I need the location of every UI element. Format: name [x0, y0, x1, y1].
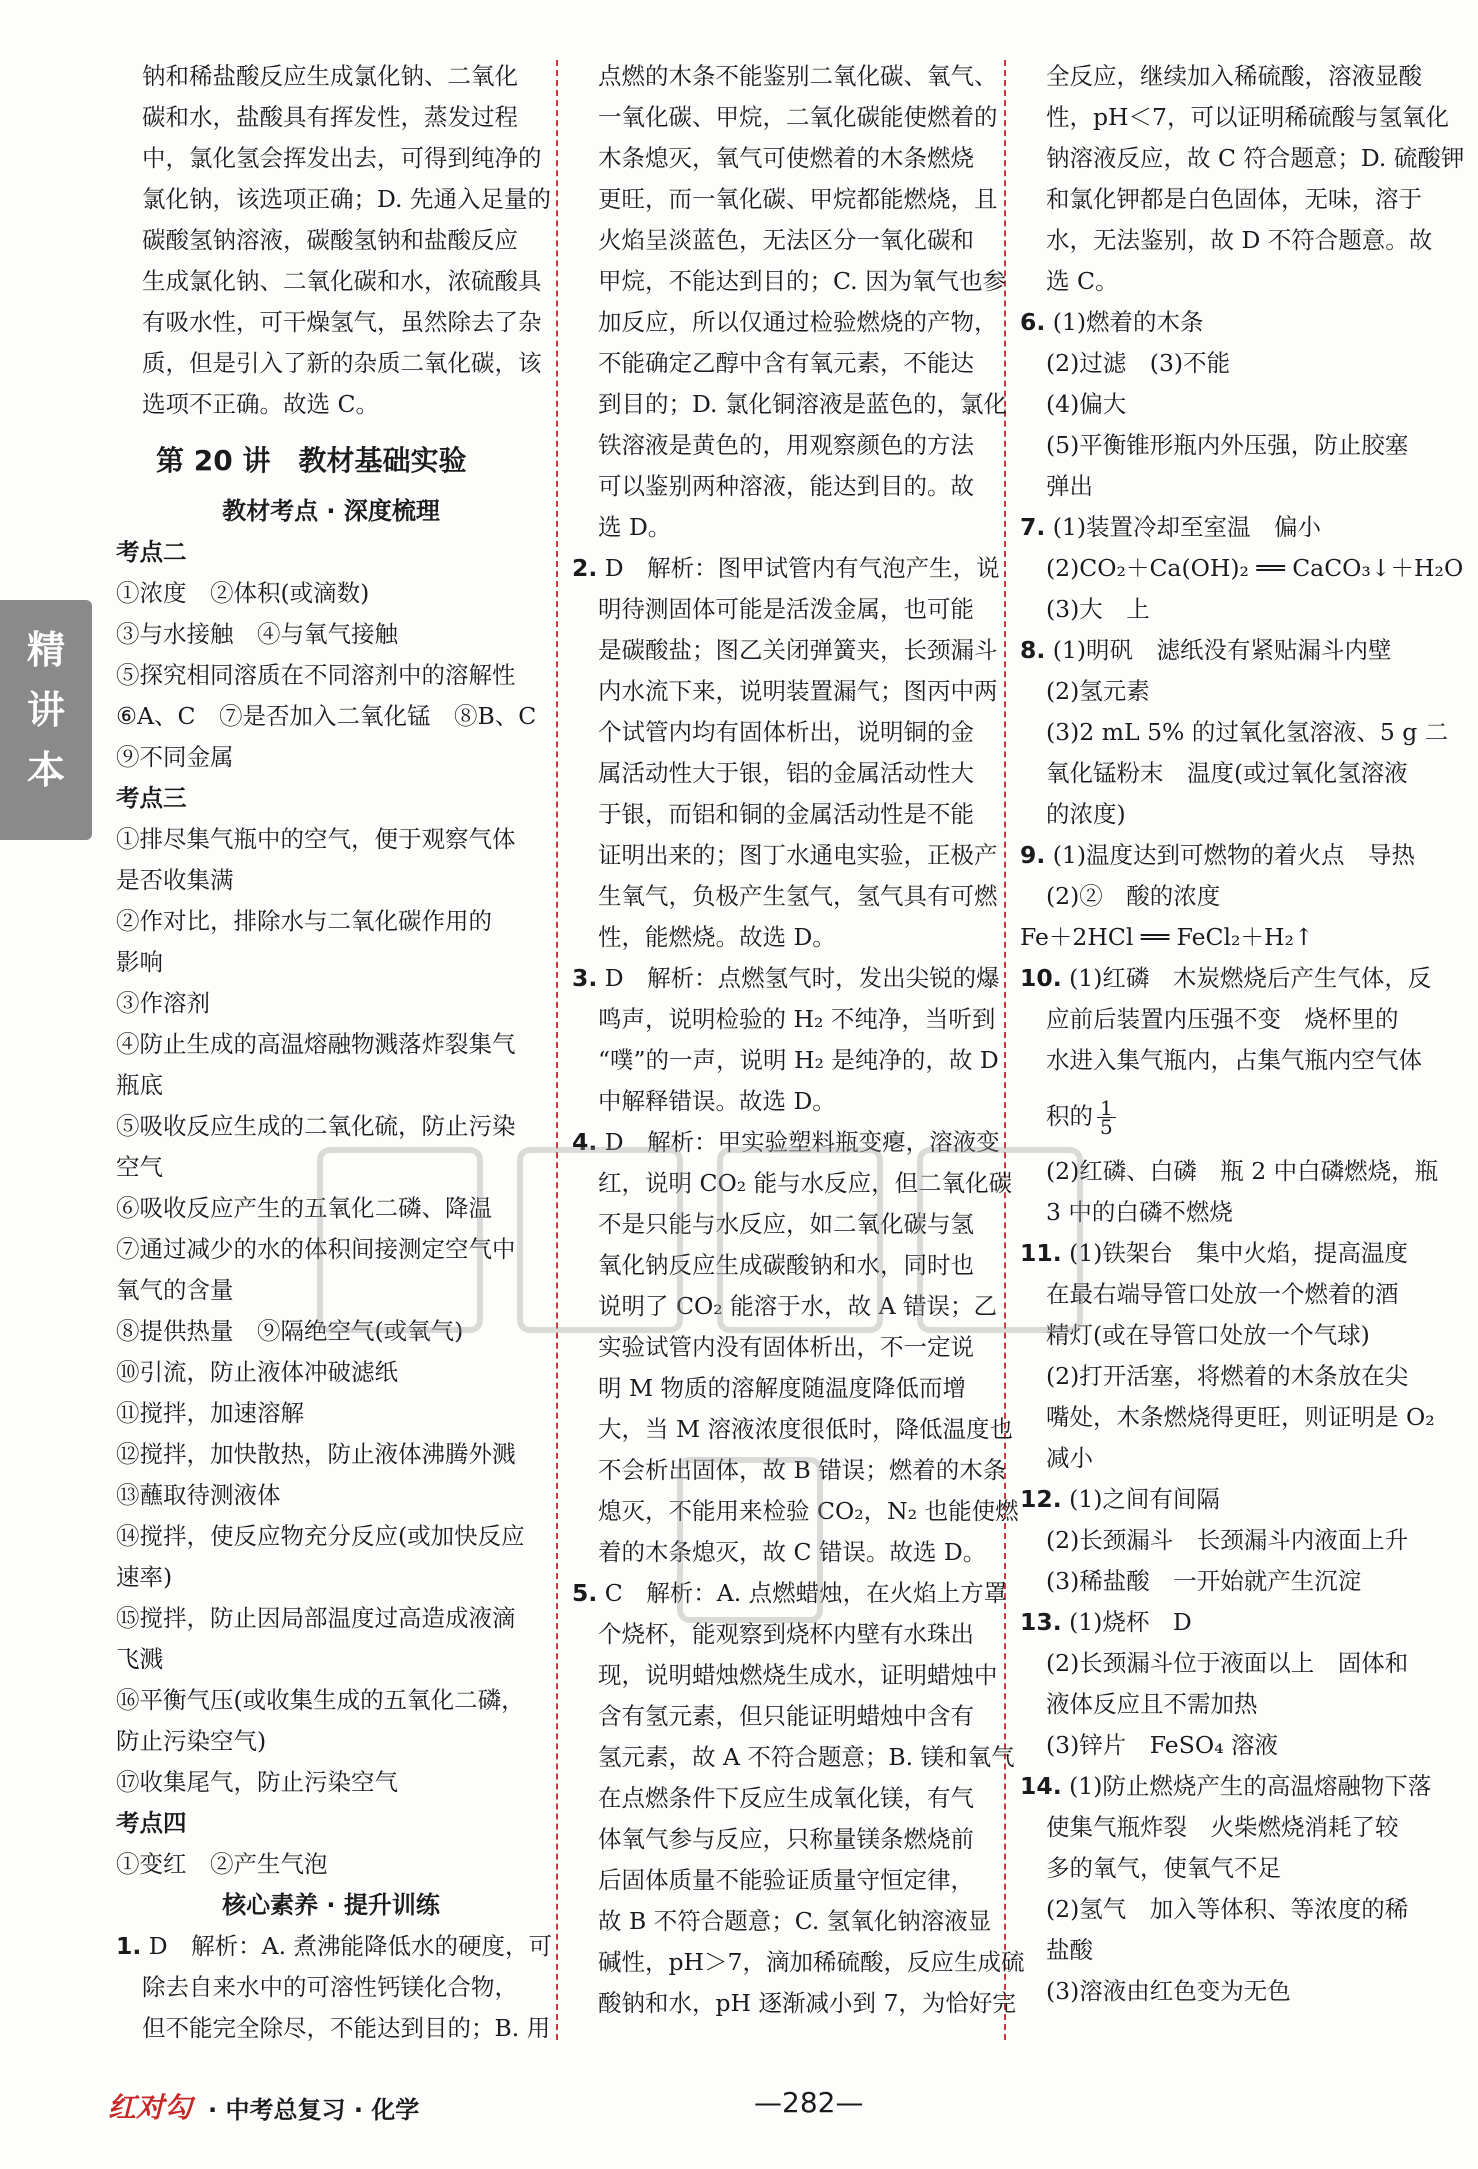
- fraction-prefix: 积的: [1046, 1102, 1093, 1130]
- fraction-numerator: 1: [1097, 1099, 1116, 1118]
- text-line: 水，无法鉴别，故 D 不符合题意。故: [1046, 226, 1433, 254]
- side-tab: [0, 600, 92, 840]
- question-line: [572, 548, 1012, 589]
- text-line: (2)长颈漏斗位于液面以上 固体和: [1046, 1649, 1409, 1677]
- text-line: ⑪搅拌，加速溶解: [116, 1399, 304, 1427]
- text-line: ⑥A、C ⑦是否加入二氧化锰 ⑧B、C: [116, 702, 537, 730]
- text-line: 不是只能与水反应，如二氧化碳与氢: [598, 1210, 974, 1238]
- text-block: [1020, 56, 1465, 302]
- side-tab-char: 精: [26, 628, 65, 672]
- text-line: (3)稀盐酸 一开始就产生沉淀: [1046, 1567, 1362, 1595]
- text-line: ⑯平衡气压(或收集生成的五氧化二磷，: [116, 1686, 525, 1714]
- text-line: ⑬蘸取待测液体: [116, 1481, 281, 1509]
- text-line: 钠溶液反应，故 C 符合题意；D. 硫酸钾: [1046, 144, 1465, 172]
- lecture-title: 第 20 讲 教材基础实验: [156, 444, 467, 477]
- text-line: 后固体质量不能验证质量守恒定律，: [598, 1866, 974, 1894]
- text-line: 木条熄灭，氧气可使燃着的木条燃烧: [598, 144, 974, 172]
- question-text: (1)烧杯 D: [1061, 1608, 1192, 1636]
- section-title: 核心素养 · 提升训练: [222, 1891, 440, 1919]
- text-line: 点燃的木条不能鉴别二氧化碳、氧气、: [598, 62, 998, 90]
- text-line: 是否收集满: [116, 866, 234, 894]
- question-text: D 解析：点燃氢气时，发出尖锐的爆: [597, 964, 1000, 992]
- text-block: [572, 1614, 1025, 2024]
- text-line: 中解释错误。故选 D。: [598, 1087, 836, 1115]
- question-number: 4.: [572, 1128, 598, 1156]
- text-line: 盐酸: [1046, 1936, 1093, 1964]
- text-line: (2)氢气 加入等体积、等浓度的稀: [1046, 1895, 1409, 1923]
- text-line: ①浓度 ②体积(或滴数): [116, 579, 370, 607]
- text-line: 空气: [116, 1153, 163, 1181]
- text-line: 应前后装置内压强不变 烧杯里的: [1046, 1005, 1399, 1033]
- text-line: 于银，而铝和铜的金属活动性是不能: [598, 800, 974, 828]
- text-line: 是碳酸盐；图乙关闭弹簧夹，长颈漏斗: [598, 636, 998, 664]
- text-block: [572, 56, 1012, 548]
- text-line: ①变红 ②产生气泡: [116, 1850, 328, 1878]
- question-text: (1)装置冷却至室温 偏小: [1045, 513, 1322, 541]
- text-line: 影响: [116, 948, 163, 976]
- question-line: [572, 958, 1012, 999]
- text-block: [1020, 1807, 1460, 2012]
- footer-title: · 中考总复习 · 化学: [208, 2096, 420, 2124]
- text-line: 飞溅: [116, 1645, 163, 1673]
- equation-line: Fe＋2HCl ══ FeCl₂＋H₂↑: [1020, 923, 1314, 951]
- text-block: [116, 819, 546, 1803]
- text-line: 熄灭，不能用来检验 CO₂，N₂ 也能使燃: [598, 1497, 1019, 1525]
- text-line: 的浓度): [1046, 800, 1126, 828]
- text-line: ⑤探究相同溶质在不同溶剂中的溶解性: [116, 661, 516, 689]
- text-line: ④防止生成的高温熔融物溅落炸裂集气: [116, 1030, 516, 1058]
- question-text: (1)明矾 滤纸没有紧贴漏斗内壁: [1045, 636, 1392, 664]
- text-line: 精灯(或在导管口处放一个气球): [1046, 1321, 1370, 1349]
- side-tab-char: 讲: [26, 688, 65, 732]
- question-number: 5.: [572, 1579, 598, 1607]
- text-line: 属活动性大于银，铝的金属活动性大: [598, 759, 974, 787]
- text-line: ③与水接触 ④与氧气接触: [116, 620, 398, 648]
- text-line: 多的氧气，使氧气不足: [1046, 1854, 1281, 1882]
- text-line: 明 M 物质的溶解度随温度降低而增: [598, 1374, 967, 1402]
- text-line: 有吸水性，可干燥氢气，虽然除去了杂: [142, 308, 542, 336]
- text-line: ⑮搅拌，防止因局部温度过高造成液滴: [116, 1604, 516, 1632]
- text-line: 防止污染空气): [116, 1727, 267, 1755]
- text-line: 火焰呈淡蓝色，无法区分一氧化碳和: [598, 226, 974, 254]
- text-line: ⑧提供热量 ⑨隔绝空气(或氧气): [116, 1317, 464, 1345]
- text-line: 瓶底: [116, 1071, 163, 1099]
- text-line: 性，能燃烧。故选 D。: [598, 923, 836, 951]
- question-line: [1020, 1766, 1460, 1807]
- question-text: (1)之间有间隔: [1061, 1485, 1220, 1513]
- question-number: 7.: [1020, 513, 1046, 541]
- column-2: [572, 56, 1025, 2024]
- text-line: 鸣声，说明检验的 H₂ 不纯净，当听到: [598, 1005, 996, 1033]
- text-line: 在点燃条件下反应生成氧化镁，有气: [598, 1784, 974, 1812]
- fraction-denominator: 5: [1100, 1115, 1113, 1139]
- question-line: [572, 1573, 1012, 1614]
- text-line: (3)溶液由红色变为无色: [1046, 1977, 1291, 2005]
- text-line: 嘴处，木条燃烧得更旺，则证明是 O₂: [1046, 1403, 1435, 1431]
- question-number: 11.: [1020, 1239, 1062, 1267]
- text-line: 选 D。: [598, 513, 672, 541]
- question-line: [572, 1122, 1012, 1163]
- question-number: 9.: [1020, 841, 1046, 869]
- text-line: 3 中的白磷不燃烧: [1046, 1198, 1233, 1226]
- text-line: 故 B 不符合题意；C. 氢氧化钠溶液显: [598, 1907, 992, 1935]
- question-text: C 解析：A. 点燃蜡烛，在火焰上方罩: [597, 1579, 1008, 1607]
- question-text: (1)铁架台 集中火焰，提高温度: [1061, 1239, 1408, 1267]
- text-line: ⑩引流，防止液体冲破滤纸: [116, 1358, 398, 1386]
- question-text: D 解析：A. 煮沸能降低水的硬度，可: [141, 1932, 553, 1960]
- text-block: [1020, 1643, 1460, 1766]
- text-line: 现，说明蜡烛燃烧生成水，证明蜡烛中: [598, 1661, 998, 1689]
- text-line: 明待测固体可能是活泼金属，也可能: [598, 595, 974, 623]
- brand-logo: 红对勾: [108, 2091, 193, 2124]
- text-line: (2)CO₂＋Ca(OH)₂ ══ CaCO₃↓＋H₂O: [1046, 554, 1464, 582]
- text-line: 可以鉴别两种溶液，能达到目的。故: [598, 472, 974, 500]
- text-line: ⑰收集尾气，防止污染空气: [116, 1768, 398, 1796]
- text-block: [1020, 671, 1460, 835]
- question-number: 3.: [572, 964, 598, 992]
- question-line: [1020, 1233, 1460, 1274]
- text-line: ⑥吸收反应产生的五氧化二磷、降温: [116, 1194, 492, 1222]
- question-line: [1020, 630, 1460, 671]
- text-line: ⑭搅拌，使反应物充分反应(或加快反应: [116, 1522, 525, 1550]
- text-line: 使集气瓶炸裂 火柴燃烧消耗了较: [1046, 1813, 1399, 1841]
- text-line: 但不能完全除尽，不能达到目的；B. 用: [142, 2014, 551, 2042]
- text-line: 个试管内均有固体析出，说明铜的金: [598, 718, 974, 746]
- question-number: 2.: [572, 554, 598, 582]
- text-line: 弹出: [1046, 472, 1093, 500]
- text-line: 液体反应且不需加热: [1046, 1690, 1258, 1718]
- text-line: “噗”的一声，说明 H₂ 是纯净的，故 D: [598, 1046, 999, 1074]
- text-line: 氢元素，故 A 不符合题意；B. 镁和氧气: [598, 1743, 1015, 1771]
- question-number: 12.: [1020, 1485, 1062, 1513]
- text-line: (3)大 上: [1046, 595, 1150, 623]
- text-line: 碳和水，盐酸具有挥发性，蒸发过程: [142, 103, 518, 131]
- kaodian-label: 考点四: [116, 1809, 187, 1837]
- text-line: 钠和稀盐酸反应生成氯化钠、二氧化: [142, 62, 518, 90]
- page-footer: [108, 2082, 1418, 2132]
- text-line: 选项不正确。故选 C。: [142, 390, 379, 418]
- column-divider: [556, 60, 558, 2040]
- question-number: 6.: [1020, 308, 1046, 336]
- text-block: [1020, 1151, 1460, 1233]
- question-number: 10.: [1020, 964, 1062, 992]
- text-line: ⑦通过减少的水的体积间接测定空气中: [116, 1235, 516, 1263]
- text-line: 内水流下来，说明装置漏气；图丙中两: [598, 677, 998, 705]
- question-number: 8.: [1020, 636, 1046, 664]
- text-line: 含有氢元素，但只能证明蜡烛中含有: [598, 1702, 974, 1730]
- text-line: 减小: [1046, 1444, 1093, 1472]
- question-text: (1)燃着的木条: [1045, 308, 1204, 336]
- question-line: [1020, 302, 1460, 343]
- text-line: ⑫搅拌，加快散热，防止液体沸腾外溅: [116, 1440, 516, 1468]
- text-line: (2)过滤 (3)不能: [1046, 349, 1231, 377]
- text-line: 体氧气参与反应，只称量镁条燃烧前: [598, 1825, 974, 1853]
- column-3: [1020, 56, 1465, 2012]
- fraction: [1097, 1096, 1116, 1139]
- text-line: 碱性，pH＞7，滴加稀硫酸，反应生成硫: [598, 1948, 1025, 1976]
- question-text: (1)红磷 木炭燃烧后产生气体，反: [1061, 964, 1432, 992]
- text-line: 大，当 M 溶液浓度很低时，降低温度也: [598, 1415, 1014, 1443]
- question-text: (1)温度达到可燃物的着火点 导热: [1045, 841, 1416, 869]
- text-line: 选 C。: [1046, 267, 1119, 295]
- text-line: (3)锌片 FeSO₄ 溶液: [1046, 1731, 1278, 1759]
- text-line: 红，说明 CO₂ 能与水反应，但二氧化碳: [598, 1169, 1013, 1197]
- text-line: 氯化钠，该选项正确；D. 先通入足量的: [142, 185, 551, 213]
- text-line: ⑨不同金属: [116, 743, 234, 771]
- text-block: [1020, 876, 1460, 917]
- text-line: 加反应，所以仅通过检验燃烧的产物，: [598, 308, 998, 336]
- text-line: 不能确定乙醇中含有氧元素，不能达: [598, 349, 974, 377]
- text-block: [572, 999, 1012, 1122]
- text-line: 到目的；D. 氯化铜溶液是蓝色的，氯化: [598, 390, 1007, 418]
- text-line: (5)平衡锥形瓶内外压强，防止胶塞: [1046, 431, 1409, 459]
- text-line: (2)打开活塞，将燃着的木条放在尖: [1046, 1362, 1409, 1390]
- text-block: [1020, 999, 1460, 1081]
- text-line: (2)氢元素: [1046, 677, 1150, 705]
- side-tab-char: 本: [26, 748, 65, 792]
- question-line: [1020, 835, 1460, 876]
- question-line: [1020, 958, 1460, 999]
- text-block: [116, 1967, 551, 2049]
- question-text: D 解析：图甲试管内有气泡产生，说: [597, 554, 1000, 582]
- text-block: [1020, 1520, 1460, 1602]
- text-block: [1020, 548, 1464, 630]
- question-number: 13.: [1020, 1608, 1062, 1636]
- text-line: 氧化钠反应生成碳酸钠和水，同时也: [598, 1251, 974, 1279]
- column-1: [116, 56, 553, 2049]
- question-line: [116, 1926, 553, 1967]
- text-line: 不会析出固体，故 B 错误；燃着的木条: [598, 1456, 1007, 1484]
- text-line: (4)偏大: [1046, 390, 1127, 418]
- text-line: 铁溶液是黄色的，用观察颜色的方法: [598, 431, 974, 459]
- text-line: 生成氯化钠、二氧化碳和水，浓硫酸具: [142, 267, 542, 295]
- text-line: 氧化锰粉末 温度(或过氧化氢溶液: [1046, 759, 1408, 787]
- question-number: 14.: [1020, 1772, 1062, 1800]
- question-number: 1.: [116, 1932, 142, 1960]
- text-line: 性，pH＜7，可以证明稀硫酸与氢氧化: [1046, 103, 1449, 131]
- text-line: 着的木条熄灭，故 C 错误。故选 D。: [598, 1538, 987, 1566]
- text-line: 速率): [116, 1563, 173, 1591]
- text-line: 水进入集气瓶内，占集气瓶内空气体: [1046, 1046, 1422, 1074]
- text-line: 实验试管内没有固体析出，不一定说: [598, 1333, 974, 1361]
- text-line: (2)② 酸的浓度: [1046, 882, 1221, 910]
- text-line: 和氯化钾都是白色固体，无味，溶于: [1046, 185, 1422, 213]
- question-line: [1020, 507, 1460, 548]
- text-line: ②作对比，排除水与二氧化碳作用的: [116, 907, 492, 935]
- text-line: (2)长颈漏斗 长颈漏斗内液面上升: [1046, 1526, 1409, 1554]
- kaodian-label: 考点三: [116, 784, 187, 812]
- text-line: 中，氯化氢会挥发出去，可得到纯净的: [142, 144, 542, 172]
- text-line: 甲烷，不能达到目的；C. 因为氧气也参: [598, 267, 1007, 295]
- text-line: 酸钠和水，pH 逐渐减小到 7，为恰好完: [598, 1989, 1016, 2017]
- text-line: ①排尽集气瓶中的空气，便于观察气体: [116, 825, 516, 853]
- text-block: [116, 56, 551, 425]
- text-block: [572, 589, 1012, 958]
- text-line: (2)红磷、白磷 瓶 2 中白磷燃烧，瓶: [1046, 1157, 1439, 1185]
- text-line: 在最右端导管口处放一个燃着的酒: [1046, 1280, 1399, 1308]
- text-line: 氧气的含量: [116, 1276, 234, 1304]
- question-line: [1020, 1479, 1460, 1520]
- question-text: D 解析：甲实验塑料瓶变瘪，溶液变: [597, 1128, 1000, 1156]
- text-line: 个烧杯，能观察到烧杯内壁有水珠出: [598, 1620, 974, 1648]
- text-line: 除去自来水中的可溶性钙镁化合物，: [142, 1973, 518, 2001]
- question-text: (1)防止燃烧产生的高温熔融物下落: [1061, 1772, 1432, 1800]
- text-line: 更旺，而一氧化碳、甲烷都能燃烧，且: [598, 185, 998, 213]
- text-line: 碳酸氢钠溶液，碳酸氢钠和盐酸反应: [142, 226, 518, 254]
- fraction-line: [1020, 1081, 1460, 1151]
- text-block: [116, 573, 546, 778]
- text-line: 说明了 CO₂ 能溶于水，故 A 错误；乙: [598, 1292, 998, 1320]
- text-line: (3)2 mL 5% 的过氧化氢溶液、5 g 二: [1046, 718, 1449, 746]
- kaodian-label: 考点二: [116, 538, 187, 566]
- question-line: [1020, 1602, 1460, 1643]
- text-block: [1020, 1274, 1460, 1479]
- page-number: —282—: [754, 2086, 864, 2119]
- section-title: 教材考点 · 深度梳理: [222, 497, 440, 525]
- text-block: [1020, 343, 1460, 507]
- text-line: 一氧化碳、甲烷，二氧化碳能使燃着的: [598, 103, 998, 131]
- text-block: [116, 1844, 546, 1885]
- text-block: [572, 1163, 1019, 1573]
- text-line: 质，但是引入了新的杂质二氧化碳，该: [142, 349, 542, 377]
- text-line: 证明出来的；图丁水通电实验，正极产: [598, 841, 998, 869]
- text-line: 生氧气，负极产生氢气，氢气具有可燃: [598, 882, 998, 910]
- text-line: 全反应，继续加入稀硫酸，溶液显酸: [1046, 62, 1422, 90]
- text-line: ⑤吸收反应生成的二氧化硫，防止污染: [116, 1112, 516, 1140]
- text-line: ③作溶剂: [116, 989, 210, 1017]
